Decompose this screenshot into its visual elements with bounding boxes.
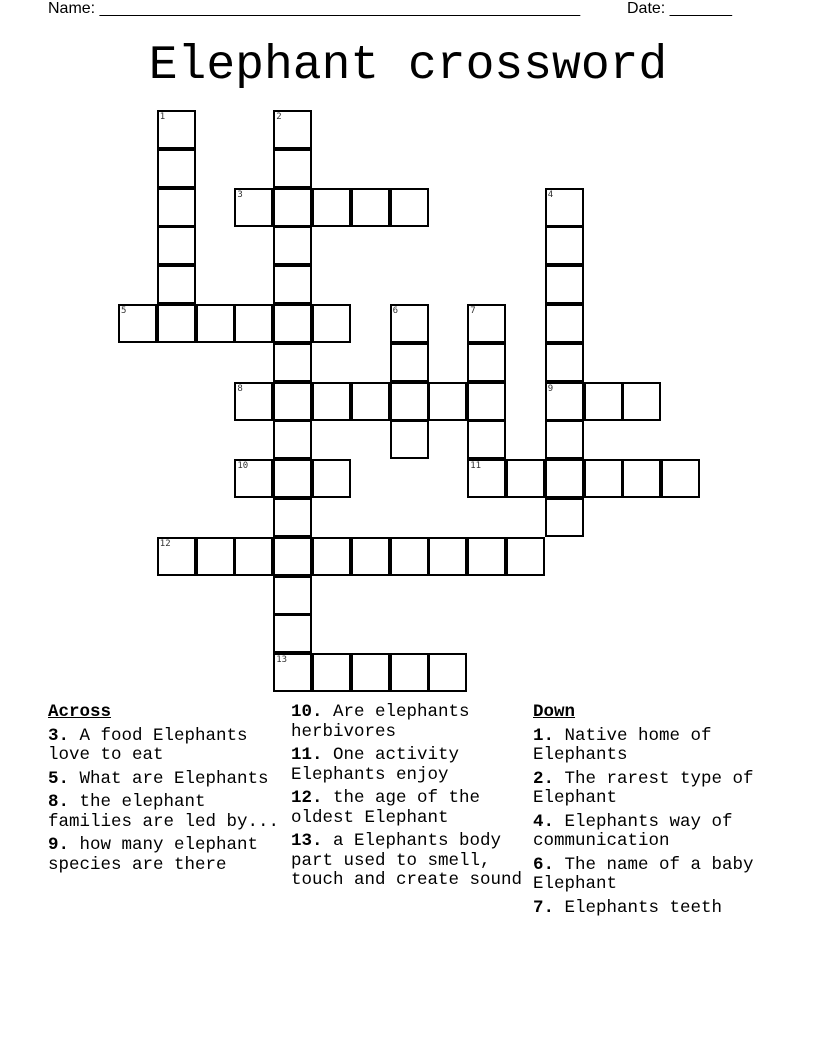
grid-cell[interactable] [467,382,506,421]
clue-text: Elephants way of communication [533,811,733,851]
grid-cell[interactable] [390,537,429,576]
grid-cell[interactable] [390,188,429,227]
clue-across-11 [291,746,523,785]
grid-cell[interactable] [390,343,429,382]
clue-down-2 [533,770,765,809]
cell-number: 4 [547,189,554,200]
cell-number: 2 [276,112,282,122]
grid-cell[interactable] [312,382,351,421]
grid-cell[interactable] [351,653,390,692]
grid-cell[interactable] [545,343,584,382]
clue-text: the age of the oldest Elephant [291,788,481,828]
grid-cell[interactable] [312,459,351,498]
grid-cell[interactable] [545,304,584,343]
clue-number: 2. [533,768,555,789]
clue-across-5 [48,770,280,790]
grid-cell[interactable] [312,653,351,692]
clue-across-9 [48,836,280,875]
grid-cell[interactable] [234,304,273,343]
clue-number: 7. [533,897,555,918]
grid-cell[interactable] [273,614,312,653]
grid-cell[interactable] [118,304,157,343]
grid-cell[interactable] [273,653,312,692]
clue-text: Elephants teeth [564,897,723,918]
clue-down-4 [533,813,765,852]
grid-cell[interactable] [157,110,196,149]
grid-cell[interactable] [428,382,467,421]
across-clues-column-1 [48,703,280,879]
grid-cell[interactable] [273,343,312,382]
clue-number: 10. [291,702,323,722]
clue-across-3 [48,727,280,766]
clue-across-13 [291,832,523,891]
clue-number: 1. [533,725,555,746]
clue-across-10 [291,703,523,742]
cell-number: 8 [237,383,243,394]
grid-cell[interactable] [584,459,623,498]
grid-cell[interactable] [196,537,235,576]
clue-number: 13. [291,831,323,851]
grid-cell[interactable] [196,304,235,343]
clue-number: 9. [48,835,70,855]
clue-text: The name of a baby Elephant [533,854,754,894]
grid-cell[interactable] [157,188,196,227]
grid-cell[interactable] [622,382,661,421]
cell-number: 7 [470,306,476,316]
clue-down-1 [533,727,765,766]
grid-cell[interactable] [234,459,273,498]
grid-cell[interactable] [545,498,584,537]
grid-cell[interactable] [390,420,429,459]
grid-cell[interactable] [622,459,661,498]
cell-number: 9 [547,383,554,394]
grid-cell[interactable] [467,459,506,498]
across-clues-column-2 [291,703,523,895]
grid-cell[interactable] [545,265,584,304]
grid-cell[interactable] [273,420,312,459]
clue-number: 8. [48,792,70,812]
page-title: Elephant crossword [148,39,668,93]
grid-cell[interactable] [273,382,312,421]
grid-cell[interactable] [467,343,506,382]
name-field-label[interactable]: Name: ______________________________________________________ [48,0,581,17]
grid-cell[interactable] [584,382,623,421]
grid-cell[interactable] [157,265,196,304]
clue-text: What are Elephants [79,768,269,789]
cell-number: 1 [159,112,166,122]
grid-cell[interactable] [545,382,584,421]
clue-number: 11. [291,745,323,765]
grid-cell[interactable] [351,537,390,576]
date-field-label[interactable]: Date: _______ [627,0,732,17]
grid-cell[interactable] [351,382,390,421]
grid-cell[interactable] [312,188,351,227]
down-clues-column [533,703,765,922]
grid-cell[interactable] [273,304,312,343]
cell-number: 3 [237,189,243,200]
grid-cell[interactable] [312,537,351,576]
grid-cell[interactable] [273,459,312,498]
clue-text: A food Elephants love to eat [48,725,248,765]
grid-cell[interactable] [661,459,700,498]
clue-text: Are elephants herbivores [291,702,470,742]
grid-cell[interactable] [545,188,584,227]
cell-number: 11 [470,461,482,472]
grid-cell[interactable] [234,382,273,421]
grid-cell[interactable] [273,149,312,188]
clue-number: 12. [291,788,323,808]
clue-text: a Elephants body part used to smell, touch and create sound [291,831,523,890]
grid-cell[interactable] [390,653,429,692]
grid-cell[interactable] [312,304,351,343]
cell-number: 12 [159,538,171,549]
clue-text: the elephant families are led by... [48,792,280,832]
grid-cell[interactable] [351,188,390,227]
grid-cell[interactable] [273,576,312,615]
grid-cell[interactable] [157,304,196,343]
clue-text: The rarest type of Elephant [533,768,754,808]
clue-number: 6. [533,854,555,875]
grid-cell[interactable] [273,537,312,576]
down-heading: Down [533,702,576,722]
clue-number: 3. [48,725,70,746]
grid-cell[interactable] [467,304,506,343]
clue-down-7 [533,899,765,919]
cell-number: 6 [392,306,399,316]
grid-cell[interactable] [157,537,196,576]
clue-text: how many elephant species are there [48,835,259,875]
grid-cell[interactable] [273,226,312,265]
cell-number: 10 [237,461,249,472]
clue-text: Native home of Elephants [533,725,712,765]
clue-across-8 [48,793,280,832]
clue-number: 4. [533,811,555,832]
grid-cell[interactable] [273,265,312,304]
clue-number: 5. [48,768,70,789]
grid-cell[interactable] [157,149,196,188]
grid-cell[interactable] [273,498,312,537]
cell-number: 13 [276,655,288,666]
grid-cell[interactable] [157,226,196,265]
grid-cell[interactable] [506,459,545,498]
grid-cell[interactable] [390,304,429,343]
clue-down-6 [533,856,765,895]
grid-cell[interactable] [234,188,273,227]
across-heading: Across [48,702,112,722]
grid-cell[interactable] [545,459,584,498]
grid-cell[interactable] [467,420,506,459]
cell-number: 5 [121,306,127,316]
grid-cell[interactable] [273,188,312,227]
grid-cell[interactable] [234,537,273,576]
clue-across-12 [291,789,523,828]
grid-cell[interactable] [273,110,312,149]
grid-cell[interactable] [545,226,584,265]
grid-cell[interactable] [390,382,429,421]
grid-cell[interactable] [467,537,506,576]
clue-text: One activity Elephants enjoy [291,745,460,785]
grid-cell[interactable] [428,537,467,576]
grid-cell[interactable] [506,537,545,576]
grid-cell[interactable] [545,420,584,459]
grid-cell[interactable] [428,653,467,692]
